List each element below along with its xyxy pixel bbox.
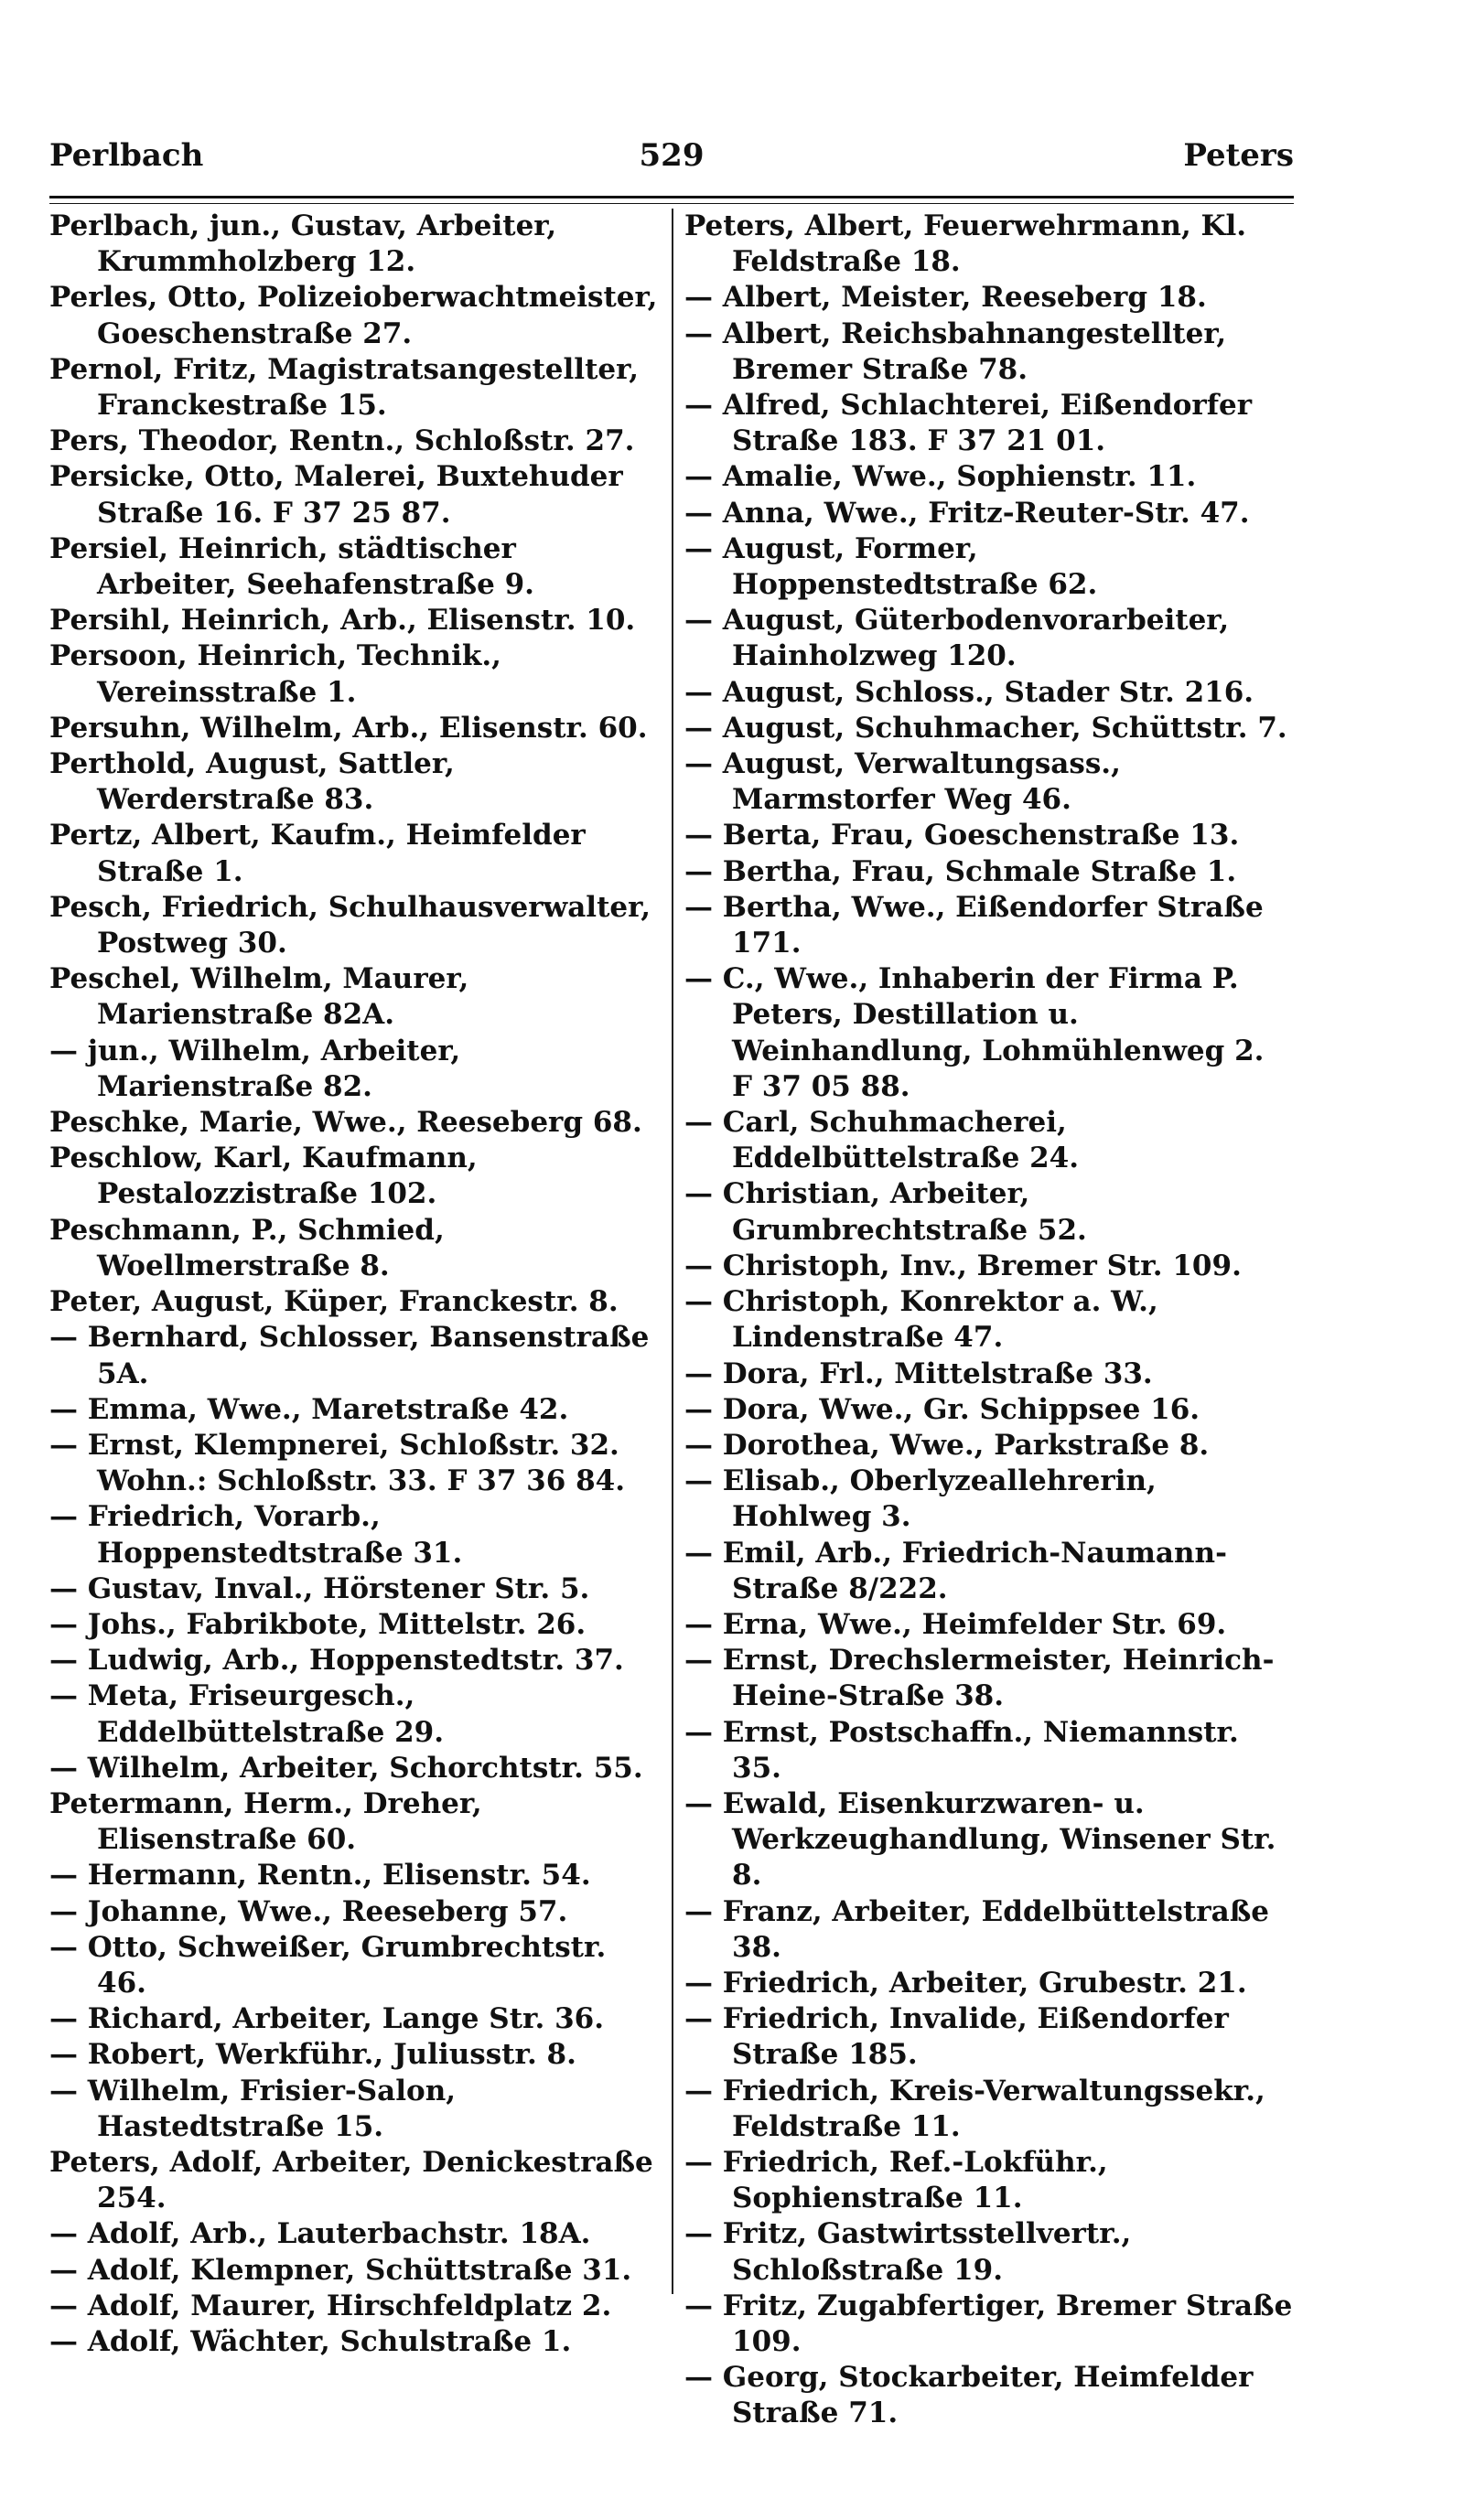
directory-entry: — Adolf, Wächter, Schulstraße 1. (49, 2324, 572, 2358)
directory-entry: — Bertha, Wwe., Eißendorfer Straße 171. (684, 890, 1264, 960)
directory-entry: Pertz, Albert, Kaufm., Heimfelder Straße 1. (49, 819, 586, 888)
header-first-name: Perlbach (49, 137, 204, 174)
directory-entry: Petermann, Herm., Dreher, Elisenstraße 60. (49, 1786, 482, 1857)
directory-entry: Persicke, Otto, Malerei, Buxtehuder Straße 16. F 37 25 87. (49, 460, 623, 530)
directory-entry: — August, Schuhmacher, Schüttstr. 7. (684, 711, 1287, 745)
directory-entry: — Ernst, Postschaffn., Niemannstr. 35. (684, 1715, 1239, 1785)
directory-entry: — Adolf, Maurer, Hirschfeldplatz 2. (49, 2289, 612, 2322)
directory-entry: — Ernst, Klempnerei, Schloßstr. 32. Wohn.: Schloßstr. 33. F 37 36 84. (49, 1428, 626, 1498)
directory-entry: — Meta, Friseurgesch., Eddelbüttelstraße 29. (49, 1679, 445, 1749)
directory-entry: — Carl, Schuhmacherei, Eddelbüttelstraße 24. (684, 1106, 1080, 1175)
header-rule-thin (49, 203, 1294, 204)
directory-entry: — C., Wwe., Inhaberin der Firma P. Peters, Destillation u. Weinhandlung, Lohmühlenweg 2. F 37 05 88. (684, 962, 1265, 1103)
directory-entry: — Emil, Arb., Friedrich-Naumann-Straße 8/222. (684, 1536, 1227, 1605)
directory-entry: — Friedrich, Arbeiter, Grubestr. 21. (684, 1966, 1247, 2000)
directory-entry: — Otto, Schweißer, Grumbrechtstr. 46. (49, 1930, 607, 2000)
directory-entry: — Dora, Wwe., Gr. Schippsee 16. (684, 1392, 1200, 1426)
directory-entry: Perlbach, jun., Gustav, Arbeiter, Krummholzberg 12. (49, 209, 557, 279)
directory-entry: — Dora, Frl., Mittelstraße 33. (684, 1357, 1153, 1390)
directory-entry: — Ludwig, Arb., Hoppenstedtstr. 37. (49, 1644, 624, 1678)
directory-entry: — jun., Wilhelm, Arbeiter, Marienstraße 82. (49, 1034, 461, 1103)
directory-entry: Peter, August, Küper, Franckestr. 8. (49, 1285, 619, 1319)
directory-entry: — Wilhelm, Frisier-Salon, Hastedtstraße 15. (49, 2074, 457, 2143)
directory-entry: — Hermann, Rentn., Elisenstr. 54. (49, 1859, 591, 1893)
directory-entry: — August, Verwaltungsass., Marmstorfer Weg 46. (684, 747, 1121, 817)
directory-entry: — Elisab., Oberlyzeallehrerin, Hohlweg 3. (684, 1464, 1157, 1534)
directory-entry: — Friedrich, Ref.-Lokführ., Sophienstraße 11. (684, 2145, 1108, 2215)
directory-entry: — August, Schloss., Stader Str. 216. (684, 675, 1254, 709)
directory-entry: — Adolf, Klempner, Schüttstraße 31. (49, 2253, 632, 2287)
directory-entry: — Fritz, Gastwirtsstellvertr., Schloßstraße 19. (684, 2217, 1132, 2287)
directory-entry: Pers, Theodor, Rentn., Schloßstr. 27. (49, 424, 635, 458)
directory-entry: Peters, Adolf, Arbeiter, Denickestraße 254. (49, 2145, 653, 2215)
page-header (49, 137, 1294, 192)
directory-entry: — Alfred, Schlachterei, Eißendorfer Straße 183. F 37 21 01. (684, 389, 1253, 458)
directory-entry: — Albert, Reichsbahnangestellter, Bremer Straße 78. (684, 316, 1227, 386)
directory-entry: — Christoph, Inv., Bremer Str. 109. (684, 1249, 1242, 1282)
directory-entry: Peschlow, Karl, Kaufmann, Pestalozzistraße 102. (49, 1142, 478, 1211)
directory-entry: Persuhn, Wilhelm, Arb., Elisenstr. 60. (49, 711, 648, 745)
directory-entry: Perthold, August, Sattler, Werderstraße 83. (49, 747, 455, 817)
directory-entry: — Bernhard, Schlosser, Bansenstraße 5A. (49, 1321, 650, 1390)
right-column (684, 209, 1293, 2432)
header-last-name: Peters (1183, 137, 1294, 174)
page-number: 529 (639, 137, 705, 174)
directory-entry: — Richard, Arbeiter, Lange Str. 36. (49, 2002, 605, 2036)
directory-entry: — August, Former, Hoppenstedtstraße 62. (684, 531, 1098, 602)
directory-entry: — Dorothea, Wwe., Parkstraße 8. (684, 1428, 1210, 1462)
directory-entry: — Emma, Wwe., Maretstraße 42. (49, 1392, 569, 1426)
directory-entry: — Adolf, Arb., Lauterbachstr. 18A. (49, 2217, 591, 2251)
directory-entry: Persoon, Heinrich, Technik., Vereinsstraße 1. (49, 639, 501, 709)
directory-entry: — Friedrich, Vorarb., Hoppenstedtstraße 31. (49, 1500, 463, 1570)
header-rule (49, 196, 1294, 198)
directory-entry: — Amalie, Wwe., Sophienstr. 11. (684, 460, 1197, 494)
directory-entry: Peters, Albert, Feuerwehrmann, Kl. Feldstraße 18. (684, 209, 1247, 279)
directory-entry: — Ernst, Drechslermeister, Heinrich-Heine-Straße 38. (684, 1644, 1275, 1713)
directory-entry: Pesch, Friedrich, Schulhausverwalter, Postweg 30. (49, 890, 651, 960)
directory-entry: — Friedrich, Kreis-Verwaltungssekr., Feldstraße 11. (684, 2074, 1265, 2143)
directory-entry: — Erna, Wwe., Heimfelder Str. 69. (684, 1607, 1227, 1641)
directory-entry: — Georg, Stockarbeiter, Heimfelder Straße 71. (684, 2361, 1254, 2430)
directory-entry: — Robert, Werkführ., Juliusstr. 8. (49, 2038, 576, 2072)
directory-entry: — Anna, Wwe., Fritz-Reuter-Str. 47. (684, 496, 1250, 530)
directory-entry: — Christoph, Konrektor a. W., Lindenstraße 47. (684, 1285, 1158, 1355)
directory-entry: — Ewald, Eisenkurzwaren- u. Werkzeughandlung, Winsener Str. 8. (684, 1786, 1276, 1893)
directory-entry: — Wilhelm, Arbeiter, Schorchtstr. 55. (49, 1751, 643, 1785)
directory-entry: — Gustav, Inval., Hörstener Str. 5. (49, 1571, 590, 1605)
directory-entry: Persiel, Heinrich, städtischer Arbeiter, Seehafenstraße 9. (49, 531, 534, 602)
directory-entry: Peschke, Marie, Wwe., Reeseberg 68. (49, 1106, 642, 1140)
directory-entry: — Fritz, Zugabfertiger, Bremer Straße 109. (684, 2289, 1293, 2358)
directory-entry: — Albert, Meister, Reeseberg 18. (684, 281, 1207, 315)
directory-entry: — Friedrich, Invalide, Eißendorfer Straße 185. (684, 2002, 1229, 2072)
directory-entry: Persihl, Heinrich, Arb., Elisenstr. 10. (49, 604, 636, 638)
directory-entry: — August, Güterbodenvorarbeiter, Hainholzweg 120. (684, 604, 1230, 673)
left-column (49, 209, 658, 2360)
column-divider (672, 209, 673, 2294)
directory-entry: Peschmann, P., Schmied, Woellmerstraße 8. (49, 1213, 445, 1282)
directory-entry: — Johanne, Wwe., Reeseberg 57. (49, 1894, 568, 1928)
directory-entry: Peschel, Wilhelm, Maurer, Marienstraße 82A. (49, 962, 469, 1032)
directory-entry: — Bertha, Frau, Schmale Straße 1. (684, 854, 1237, 888)
directory-entry: Pernol, Fritz, Magistratsangestellter, Franckestraße 15. (49, 352, 639, 423)
directory-entry: — Christian, Arbeiter, Grumbrechtstraße 52. (684, 1177, 1087, 1247)
directory-entry: Perles, Otto, Polizeioberwachtmeister, Goeschenstraße 27. (49, 281, 658, 350)
directory-entry: — Johs., Fabrikbote, Mittelstr. 26. (49, 1607, 587, 1641)
directory-entry: — Berta, Frau, Goeschenstraße 13. (684, 819, 1240, 853)
directory-entry: — Franz, Arbeiter, Eddelbüttelstraße 38. (684, 1894, 1269, 1964)
